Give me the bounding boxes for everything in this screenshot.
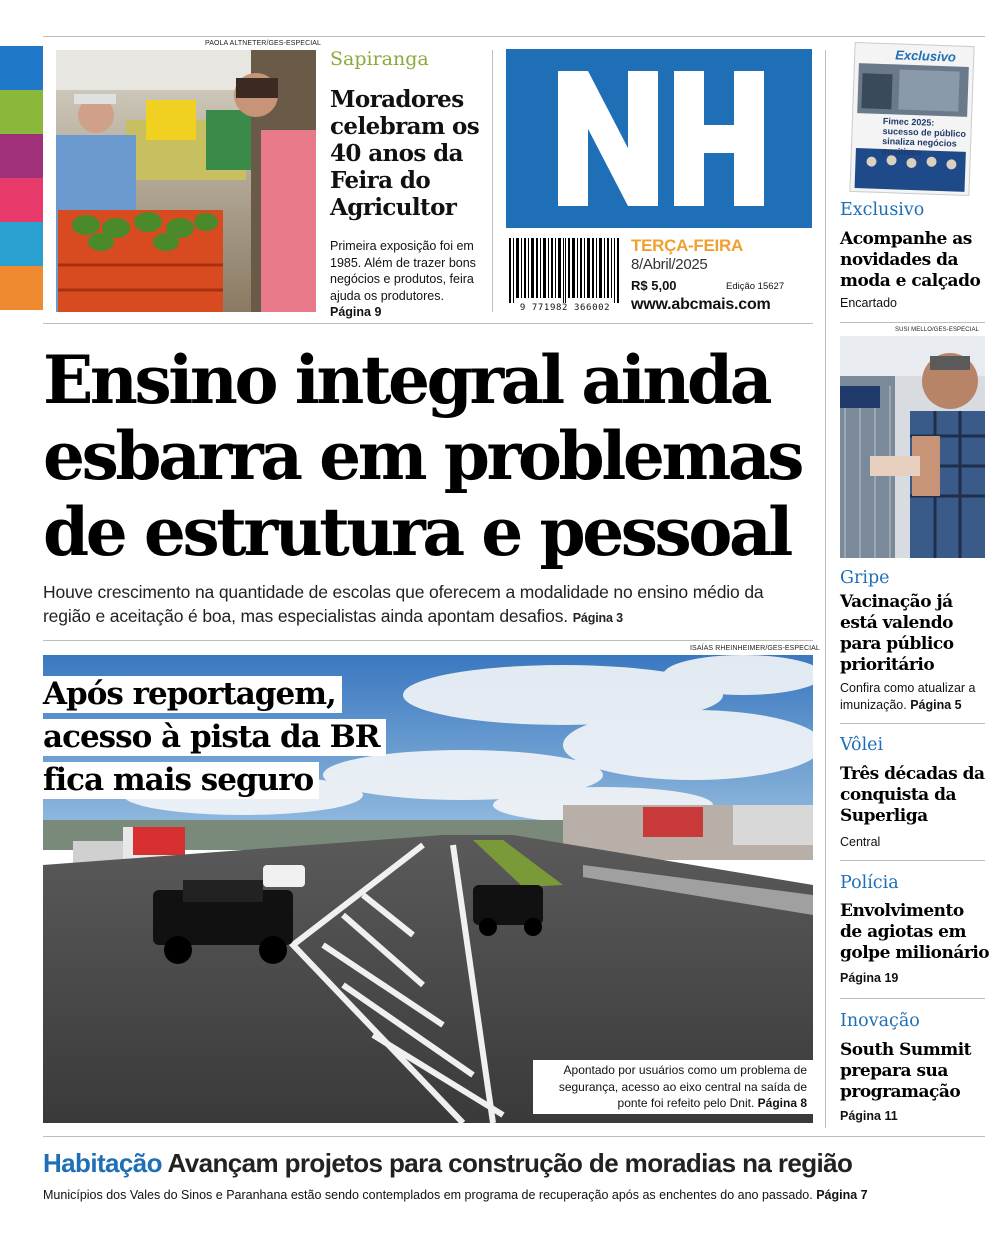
photo-headline-line-3[interactable]: fica mais seguro — [43, 762, 319, 799]
top-story-divider — [492, 50, 493, 312]
road-story-page[interactable]: Página 8 — [757, 1096, 807, 1110]
footer-deck-text: Municípios dos Vales do Sinos e Paranhana estão sendo contemplados em programa de recuperação após as enchentes do ano passado. — [43, 1188, 813, 1202]
sidebar-extra-flu — [840, 680, 990, 713]
sidebar-kicker-fashion: Exclusivo — [840, 200, 925, 220]
road-caption-text: Apontado por usuários como um problema de segurança, acesso ao eixo central na saída de ponte foi refeito pelo Dnit. — [558, 1063, 807, 1110]
sidebar-extra-volleyball: Central — [840, 835, 881, 849]
magazine-thumbnail[interactable] — [849, 42, 974, 196]
barcode-number: 9 771982 366002 — [519, 303, 611, 313]
sidebar-rule-2 — [840, 723, 985, 724]
sidebar-kicker-flu: Gripe — [840, 568, 890, 588]
color-bar-blue — [0, 46, 43, 90]
top-story-kicker: Sapiranga — [330, 48, 429, 70]
road-photo-credit: ISAÍAS RHEINHEIMER/GES-ESPECIAL — [690, 645, 820, 652]
market-photo[interactable] — [56, 50, 316, 312]
footer-headline[interactable] — [43, 1148, 1003, 1179]
sidebar-kicker-innovation: Inovação — [840, 1011, 920, 1031]
thumbnail-headline: Fimec 2025: sucesso de público sinaliza negócios positivos — [881, 115, 967, 158]
thumbnail-label: Exclusivo — [894, 47, 957, 65]
sidebar-headline-flu[interactable]: Vacinação já está valendo para público prioritário — [840, 592, 954, 675]
edition-day: TERÇA-FEIRA — [631, 236, 743, 255]
sidebar-page-police[interactable]: Página 19 — [840, 971, 899, 985]
sidebar-divider — [825, 50, 826, 1128]
top-photo-credit: PAOLA ALTNETER/GES-ESPECIAL — [205, 40, 322, 47]
edition-number: Edição 15627 — [726, 281, 785, 292]
sidebar-flu-text: Confira como atualizar a imunização. — [840, 681, 976, 712]
color-bar-pink — [0, 178, 43, 222]
footer-story-page[interactable]: Página 7 — [816, 1188, 868, 1202]
edition-date: 8/Abril/2025 — [631, 256, 708, 273]
photo-headline-line-2[interactable]: acesso à pista da BR — [43, 719, 386, 756]
sidebar-rule-4 — [840, 998, 985, 999]
footer-headline-text: Avançam projetos para construção de moradias na região — [167, 1148, 853, 1178]
top-rule — [43, 36, 985, 37]
footer-kicker: Habitação — [43, 1148, 162, 1178]
sidebar-extra-fashion: Encartado — [840, 296, 897, 310]
website-link[interactable]: www.abcmais.com — [631, 296, 771, 313]
top-story-body — [330, 238, 480, 321]
sidebar-kicker-police: Polícia — [840, 873, 899, 893]
sidebar-headline-innovation[interactable]: South Summit prepara sua programação — [840, 1040, 972, 1102]
masthead-rule — [43, 323, 813, 324]
deck-rule — [43, 640, 813, 641]
color-bar-cyan — [0, 222, 43, 266]
top-story-headline[interactable]: Moradores celebram os 40 anos da Feira do Agricultor — [330, 86, 480, 221]
newspaper-logo[interactable] — [506, 49, 812, 228]
sidebar-flu-page[interactable]: Página 5 — [910, 697, 962, 712]
sidebar-rule-1 — [840, 322, 985, 323]
top-story-page[interactable]: Página 9 — [330, 305, 382, 319]
sidebar-kicker-volleyball: Vôlei — [840, 735, 884, 755]
barcode — [509, 238, 619, 303]
sidebar-headline-volleyball[interactable]: Três décadas da conquista da Superliga — [840, 764, 985, 826]
color-bar-green — [0, 90, 43, 134]
photo-headline-line-1[interactable]: Após reportagem, — [43, 676, 342, 713]
edition-price: R$ 5,00 — [631, 278, 677, 293]
main-deck-text: Houve crescimento na quantidade de escolas que oferecem a modalidade no ensino médio da região e aceitação é boa, mas especialistas ainda apontam desafios. — [43, 582, 764, 626]
color-bar-orange — [0, 266, 43, 310]
footer-rule — [43, 1136, 985, 1137]
road-photo-caption — [533, 1060, 813, 1114]
sidebar-page-innovation[interactable]: Página 11 — [840, 1109, 898, 1123]
main-headline[interactable]: Ensino integral ainda esbarra em problemas de estrutura e pessoal — [43, 341, 802, 571]
footer-deck — [43, 1188, 1003, 1202]
sidebar-rule-3 — [840, 860, 985, 861]
vaccine-photo[interactable] — [840, 336, 985, 558]
main-story-page[interactable]: Página 3 — [572, 611, 623, 625]
section-color-bars — [0, 46, 43, 310]
main-deck — [43, 580, 813, 630]
sidebar-headline-fashion[interactable]: Acompanhe as novidades da moda e calçado — [840, 229, 981, 291]
color-bar-purple — [0, 134, 43, 178]
vaccine-photo-credit: SUSI MELLO/GES-ESPECIAL — [895, 327, 979, 333]
sidebar-headline-police[interactable]: Envolvimento de agiotas em golpe milionário — [840, 901, 990, 963]
top-story-text: Primeira exposição foi em 1985. Além de trazer bons negócios e produtos, feira ajuda os produtores. — [330, 239, 476, 303]
